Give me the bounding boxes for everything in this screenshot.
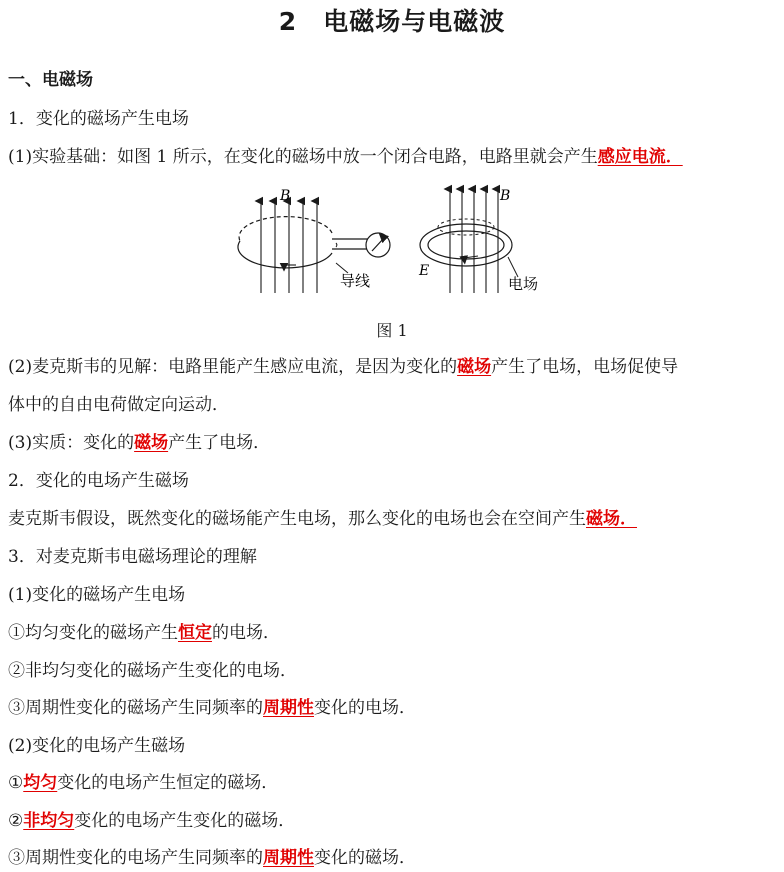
list-item — [8, 696, 780, 720]
title-text: 电磁场与电磁波 — [323, 7, 506, 36]
paragraph-text: 产生了电场． — [168, 433, 271, 453]
paragraph-essence — [8, 431, 780, 455]
right-figure — [418, 188, 538, 293]
list-item-text: 变化的磁场． — [314, 848, 416, 868]
label-b-left: B — [280, 188, 291, 204]
list-item-text: 变化的电场产生恒定的磁场． — [57, 773, 279, 793]
list-item — [8, 809, 780, 833]
list-item-text: 变化的电场． — [314, 698, 416, 718]
figure-diagram — [228, 183, 558, 311]
answer-blank: 磁场 — [134, 433, 169, 453]
list-item: ②非均匀变化的磁场产生变化的电场． — [8, 661, 297, 681]
item-heading-2: 2．变化的电场产生磁场 — [8, 471, 189, 491]
paragraph-text: (1)实验基础：如图 1 所示，在变化的磁场中放一个闭合电路，电路里就会产生 — [8, 147, 598, 167]
label-e: E — [419, 263, 430, 279]
paragraph-maxwell-view — [8, 355, 780, 379]
list-item-text: 变化的电场产生变化的磁场． — [74, 811, 296, 831]
label-electric-field: 电场 — [508, 275, 539, 293]
list-item — [8, 846, 780, 870]
figure-caption: 图 1 — [376, 321, 408, 340]
list-item-text: ① — [8, 773, 24, 793]
item-heading-1: 1．变化的磁场产生电场 — [8, 109, 189, 129]
answer-blank: 磁场 — [457, 357, 492, 377]
list-item-text: ② — [8, 811, 24, 831]
answer-blank: 周期性 — [263, 848, 314, 868]
section-heading: 一、电磁场 — [8, 70, 93, 90]
item-heading-3: 3．对麦克斯韦电磁场理论的理解 — [8, 547, 257, 567]
paragraph-maxwell-view-cont: 体中的自由电荷做定向运动． — [8, 395, 229, 415]
list-item-text: 的电场． — [212, 623, 280, 643]
answer-blank: 均匀 — [23, 773, 58, 793]
list-item-text: ③周期性变化的磁场产生同频率的 — [8, 698, 263, 718]
label-wire: 导线 — [340, 272, 371, 290]
label-b-right: B — [500, 188, 511, 204]
paragraph-text: 麦克斯韦假设，既然变化的磁场能产生电场，那么变化的电场也会在空间产生 — [8, 509, 586, 529]
figure-1 — [228, 183, 558, 315]
title-number: 2 — [278, 7, 298, 36]
list-item — [8, 621, 780, 645]
paragraph-text: (3)实质：变化的 — [8, 433, 135, 453]
paragraph-text: (2)麦克斯韦的见解：电路里能产生感应电流，是因为变化的 — [8, 357, 458, 377]
answer-blank: 非均匀 — [23, 811, 75, 831]
list-item-text: ①均匀变化的磁场产生 — [8, 623, 178, 643]
answer-blank: 恒定 — [178, 623, 212, 643]
subheading-1: (1)变化的磁场产生电场 — [8, 585, 186, 605]
paragraph-hypothesis — [8, 507, 780, 531]
list-item — [8, 771, 780, 795]
page-title — [0, 2, 784, 38]
answer-blank: 周期性 — [263, 698, 314, 718]
paragraph-text: 产生了电场，电场促使导 — [491, 357, 679, 377]
answer-blank: 感应电流． — [597, 147, 683, 167]
list-item-text: ③周期性变化的电场产生同频率的 — [8, 848, 263, 868]
left-figure — [238, 188, 390, 293]
subheading-2: (2)变化的电场产生磁场 — [8, 736, 186, 756]
paragraph-experiment — [8, 145, 780, 169]
answer-blank: 磁场． — [586, 509, 637, 529]
